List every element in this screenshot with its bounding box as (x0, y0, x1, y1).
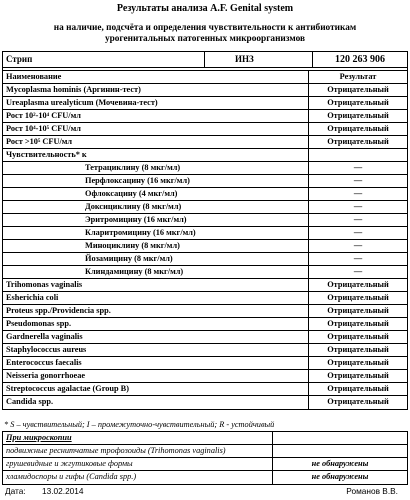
results-table (2, 51, 408, 410)
row-result: Отрицательный (327, 98, 389, 107)
antibiotic-result: — (353, 254, 363, 263)
column-header-row (3, 71, 407, 84)
row-result: Отрицательный (327, 319, 389, 328)
row-result: Отрицательный (327, 124, 389, 133)
row-result: Отрицательный (327, 345, 389, 354)
report-date: 13.02.2014 (42, 486, 84, 496)
antibiotic-result: — (353, 228, 363, 237)
row-name: Mycoplasma hominis (Аргинин-тест) (3, 84, 309, 96)
date-label: Дата: (5, 486, 26, 496)
microscopy-item: подвижные реснитчатые трофозоиды (Trihomonas vaginalis) (3, 445, 273, 457)
row-name: Neisseria gonorrhoeae (3, 370, 309, 382)
antibiotic-result: — (353, 189, 363, 198)
microscopy-row (3, 471, 407, 484)
antibiotic-name: Эритромицину (16 мкг/мл) (3, 214, 309, 226)
microscopy-heading-row (3, 432, 407, 445)
strip-label: Стрип (3, 52, 205, 67)
microscopy-result: не обнаружены (311, 472, 369, 481)
table-row (3, 123, 407, 136)
column-header-name: Наименование (3, 71, 309, 83)
row-name: Pseudomonas spp. (3, 318, 309, 330)
row-result: Отрицательный (327, 293, 389, 302)
row-name: Proteus spp./Providencia spp. (3, 305, 309, 317)
antibiotic-row (3, 240, 407, 253)
microscopy-item: хламидоспоры и гифы (Candida spp.) (3, 471, 273, 484)
table-row (3, 383, 407, 396)
report-subtitle-line2: урогенитальных патогенных микроорганизмов (104, 34, 306, 44)
antibiotic-row (3, 188, 407, 201)
table-row (3, 370, 407, 383)
row-result: Отрицательный (327, 280, 389, 289)
antibiotic-name: Тетрациклину (8 мкг/мл) (3, 162, 309, 174)
table-row (3, 331, 407, 344)
row-name: Enterococcus faecalis (3, 357, 309, 369)
row-result: Отрицательный (327, 137, 389, 146)
row-name: Esherichia coli (3, 292, 309, 304)
antibiotic-result: — (353, 202, 363, 211)
row-result: Отрицательный (327, 384, 389, 393)
antibiotic-result: — (353, 215, 363, 224)
row-name: Streptococcus agalactae (Group B) (3, 383, 309, 395)
antibiotic-row (3, 266, 407, 279)
microscopy-result (273, 445, 407, 457)
row-result: Отрицательный (327, 371, 389, 380)
antibiotic-result: — (353, 163, 363, 172)
strip-row (3, 52, 407, 68)
row-name: Рост 10²-10⁴ CFU/мл (3, 110, 309, 122)
microscopy-table (2, 431, 408, 485)
sensitivity-label: Чувствительность* к (3, 149, 309, 161)
doctor-name: Романов В.В. (346, 486, 398, 496)
report-title: Результаты анализа A.F. Genital system (116, 3, 294, 14)
antibiotic-result: — (353, 241, 363, 250)
strip-number: 120 263 906 (335, 54, 385, 65)
antibiotic-name: Офлоксацину (4 мкг/мл) (3, 188, 309, 200)
antibiotic-name: Доксициклину (8 мкг/мл) (3, 201, 309, 213)
row-result (309, 149, 407, 161)
row-name: Staphylococcus aureus (3, 344, 309, 356)
antibiotic-row (3, 253, 407, 266)
microscopy-item: грушевидные и жгутиковые формы (3, 458, 273, 470)
table-row (3, 292, 407, 305)
row-name: Ureaplasma urealyticum (Мочевина-тест) (3, 97, 309, 109)
row-result: Отрицательный (327, 111, 389, 120)
table-row (3, 305, 407, 318)
antibiotic-result: — (353, 176, 363, 185)
antibiotic-name: Йозамицину (8 мкг/мл) (3, 253, 309, 265)
sensitivity-legend: * S – чувствительный; I – промежуточно-чувствительный; R - устойчивый (4, 420, 275, 429)
antibiotic-result: — (353, 267, 363, 276)
antibiotic-row (3, 214, 407, 227)
row-result: Отрицательный (327, 358, 389, 367)
table-row (3, 279, 407, 292)
table-row (3, 136, 407, 149)
table-row (3, 97, 407, 110)
row-result: Отрицательный (327, 85, 389, 94)
row-name: Candida spp. (3, 396, 309, 409)
table-row (3, 396, 407, 409)
microscopy-result: не обнаружены (311, 459, 369, 468)
antibiotic-name: Миноциклину (8 мкг/мл) (3, 240, 309, 252)
antibiotic-name: Перфлоксацину (16 мкг/мл) (3, 175, 309, 187)
microscopy-row (3, 445, 407, 458)
antibiotic-row (3, 175, 407, 188)
sensitivity-row (3, 149, 407, 162)
antibiotic-row (3, 162, 407, 175)
antibiotic-row (3, 201, 407, 214)
row-name: Trihomonas vaginalis (3, 279, 309, 291)
microscopy-row (3, 458, 407, 471)
inz-label: ИНЗ (205, 52, 313, 67)
microscopy-heading: При микроскопии (3, 432, 273, 444)
microscopy-heading-result (273, 432, 407, 444)
table-row (3, 84, 407, 97)
row-name: Рост >10⁵ CFU/мл (3, 136, 309, 148)
row-name: Gardnerella vaginalis (3, 331, 309, 343)
row-result: Отрицательный (327, 306, 389, 315)
row-result: Отрицательный (327, 332, 389, 341)
column-header-result: Результат (339, 72, 377, 81)
row-result: Отрицательный (327, 397, 389, 406)
report-subtitle-line1: на наличие, подсчёта и определения чувствительности к антибиотикам (53, 23, 357, 33)
table-row (3, 357, 407, 370)
table-row (3, 318, 407, 331)
row-name: Рост 10⁴-10⁵ CFU/мл (3, 123, 309, 135)
table-row (3, 344, 407, 357)
antibiotic-name: Клиндамицину (8 мкг/мл) (3, 266, 309, 278)
antibiotic-row (3, 227, 407, 240)
table-row (3, 110, 407, 123)
antibiotic-name: Кларитромицину (16 мкг/мл) (3, 227, 309, 239)
